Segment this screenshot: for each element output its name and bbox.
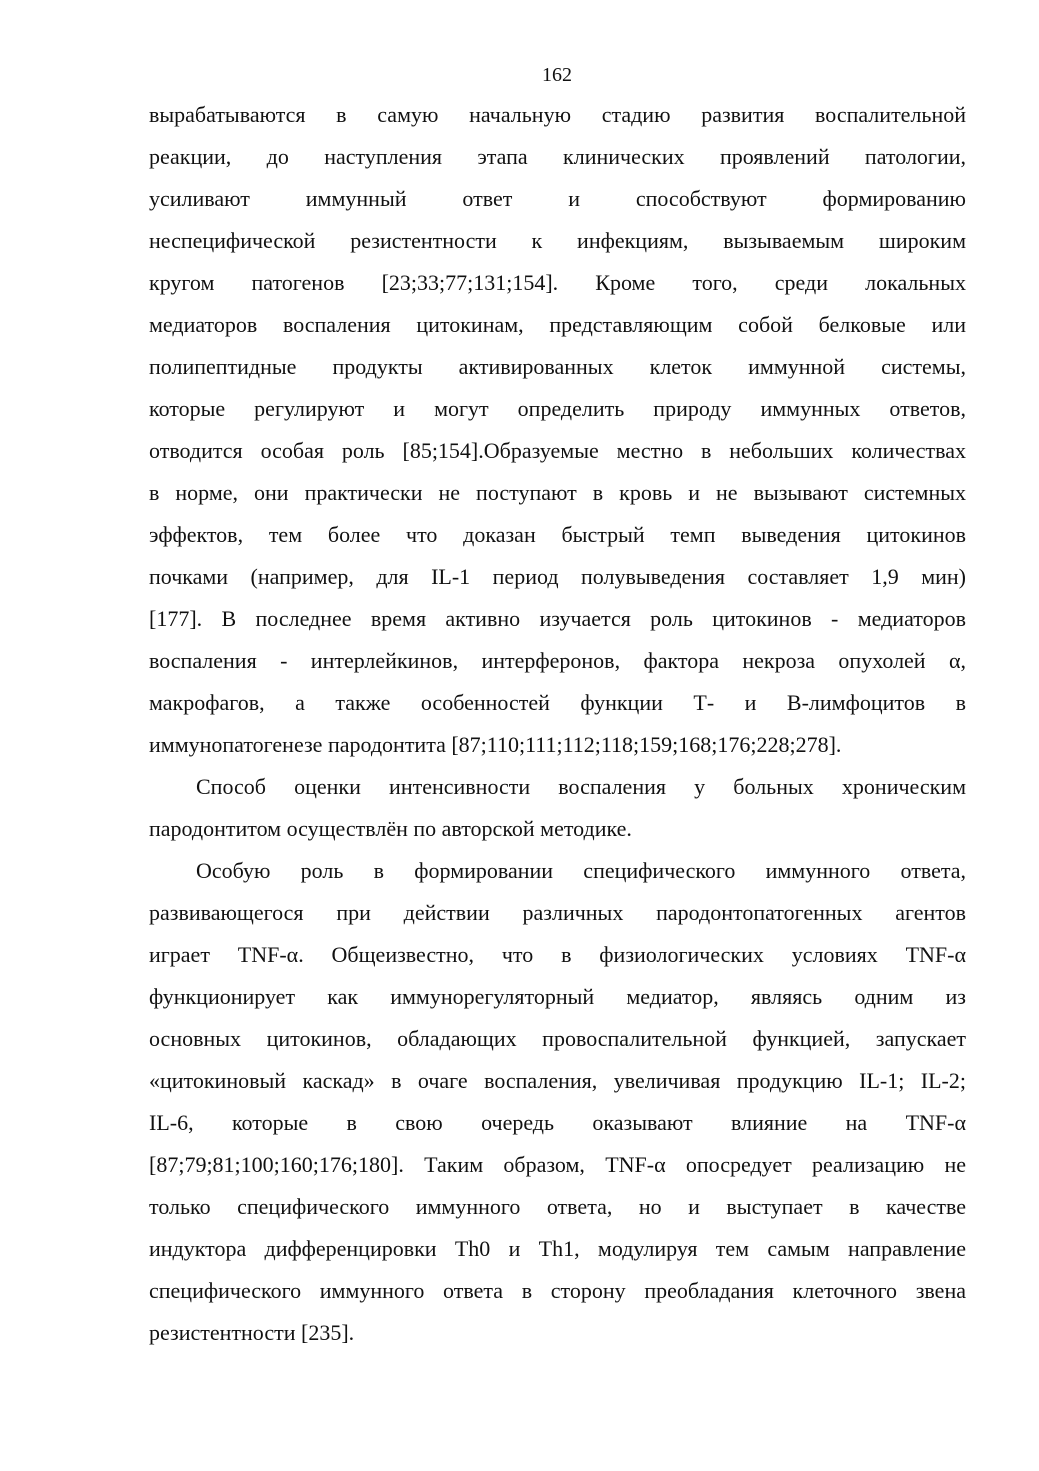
text-line: Способ оценки интенсивности воспаления у больных хроническим <box>196 774 966 799</box>
text-line: полипептидные продукты активированных клеток иммунной системы, <box>149 354 966 379</box>
text-line: реакции, до наступления этапа клинических проявлений патологии, <box>149 144 966 169</box>
text-line: воспаления - интерлейкинов, интерферонов, фактора некроза опухолей α, <box>149 648 966 673</box>
text-line: кругом патогенов [23;33;77;131;154]. Кроме того, среди локальных <box>149 270 966 295</box>
text-line: усиливают иммунный ответ и способствуют формированию <box>149 186 966 211</box>
text-line: [87;79;81;100;160;176;180]. Таким образом, TNF-α опосредует реализацию не <box>149 1152 966 1177</box>
text-line: [177]. В последнее время активно изучается роль цитокинов - медиаторов <box>149 606 966 631</box>
text-line: почками (например, для IL-1 период полувыведения составляет 1,9 мин) <box>149 564 966 589</box>
paragraph-1 <box>149 94 966 766</box>
text-line: иммунопатогенезе пародонтита [87;110;111;112;118;159;168;176;228;278]. <box>149 732 842 757</box>
text-line: которые регулируют и могут определить природу иммунных ответов, <box>149 396 966 421</box>
body-text <box>149 94 966 1354</box>
paragraph-2 <box>149 766 966 850</box>
text-line: IL-6, которые в свою очередь оказывают влияние на TNF-α <box>149 1110 966 1135</box>
text-line: отводится особая роль [85;154].Образуемые местно в небольших количествах <box>149 438 966 463</box>
text-line: развивающегося при действии различных пародонтопатогенных агентов <box>149 900 966 925</box>
text-line: неспецифической резистентности к инфекциям, вызываемым широким <box>149 228 966 253</box>
text-line: Особую роль в формировании специфического иммунного ответа, <box>196 858 966 883</box>
text-line: функционирует как иммунорегуляторный медиатор, являясь одним из <box>149 984 966 1009</box>
page-number: 162 <box>542 64 572 86</box>
text-line: только специфического иммунного ответа, но и выступает в качестве <box>149 1194 966 1219</box>
text-line: пародонтитом осуществлён по авторской методике. <box>149 816 632 841</box>
text-line: в норме, они практически не поступают в кровь и не вызывают системных <box>149 480 966 505</box>
text-line: специфического иммунного ответа в сторону преобладания клеточного звена <box>149 1278 966 1303</box>
text-line: играет TNF-α. Общеизвестно, что в физиологических условиях TNF-α <box>149 942 966 967</box>
text-line: макрофагов, а также особенностей функции Т- и В-лимфоцитов в <box>149 690 966 715</box>
text-line: резистентности [235]. <box>149 1320 355 1345</box>
text-line: «цитокиновый каскад» в очаге воспаления, увеличивая продукцию IL-1; IL-2; <box>149 1068 966 1093</box>
text-line: медиаторов воспаления цитокинам, представляющим собой белковые или <box>149 312 966 337</box>
text-line: индуктора дифференцировки Th0 и Th1, модулируя тем самым направление <box>149 1236 966 1261</box>
paragraph-3 <box>149 850 966 1354</box>
text-line: основных цитокинов, обладающих провоспалительной функцией, запускает <box>149 1026 966 1051</box>
text-line: вырабатываются в самую начальную стадию развития воспалительной <box>149 102 966 127</box>
text-line: эффектов, тем более что доказан быстрый темп выведения цитокинов <box>149 522 966 547</box>
